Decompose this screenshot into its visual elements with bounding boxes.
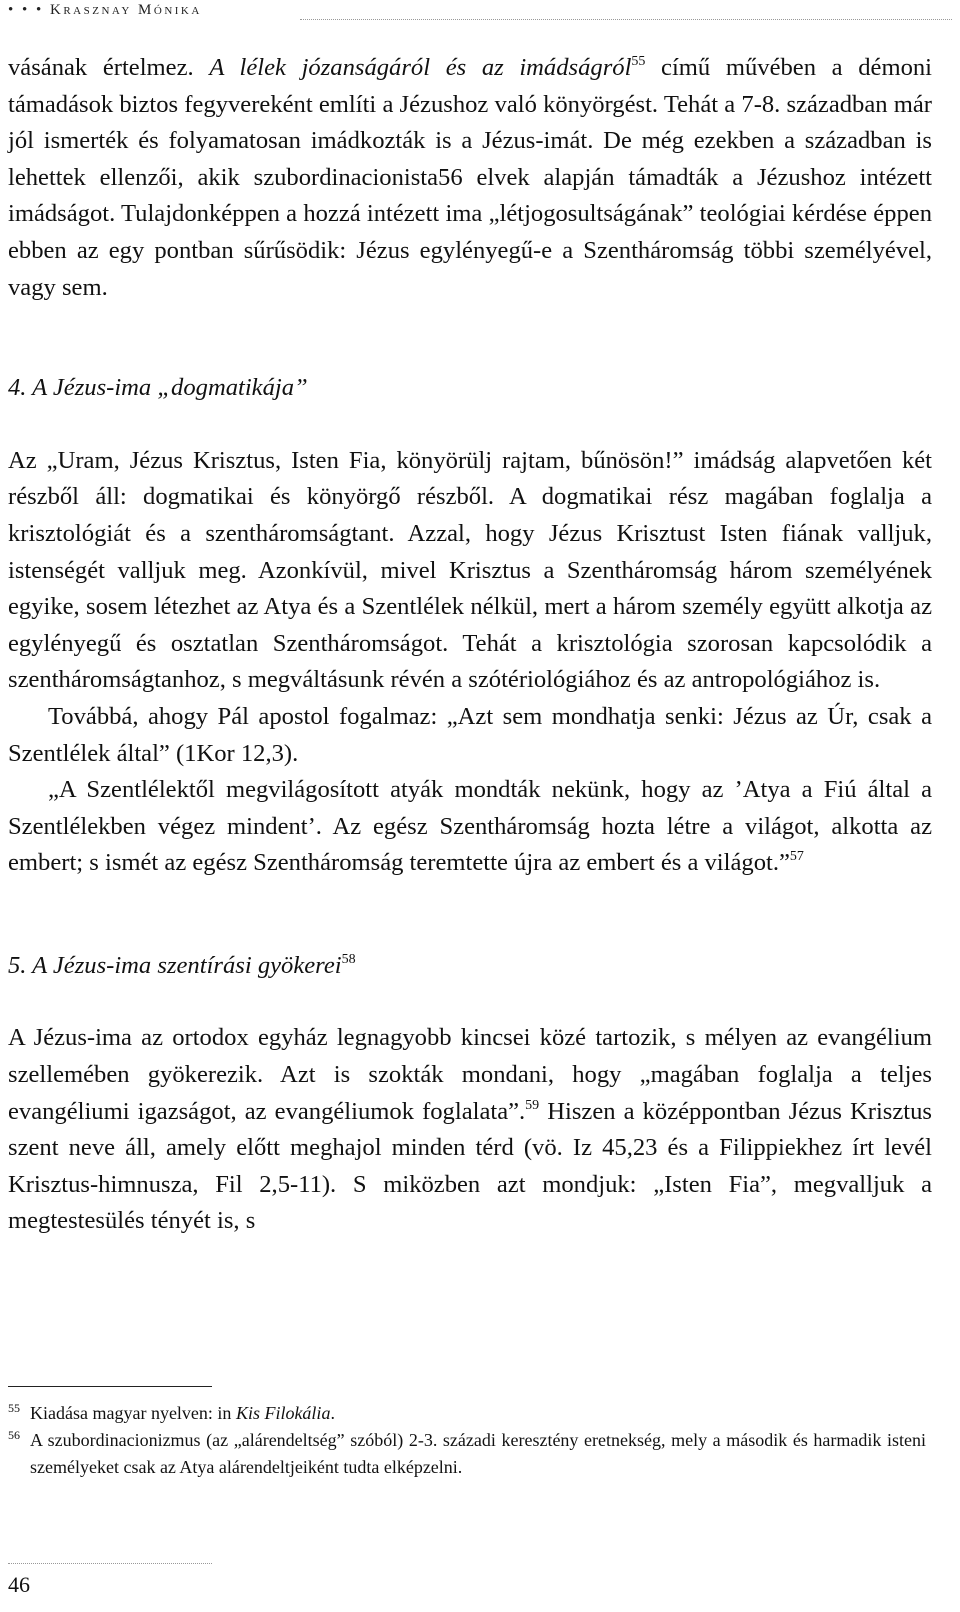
running-header	[8, 0, 952, 24]
section-heading-5	[8, 948, 932, 985]
footnote-separator	[8, 1386, 212, 1387]
paragraph-4	[8, 772, 932, 882]
footnote-ref-59: 59	[525, 1097, 540, 1113]
section-heading-4: 4. A Jézus-ima „dogmatikája”	[8, 374, 308, 402]
footnote-number: 55	[8, 1401, 20, 1415]
footnote-ref-55: 55	[631, 54, 646, 69]
footnote-56	[8, 1427, 926, 1481]
header-bullets: • • •	[8, 2, 44, 18]
paragraph-2: Az „Uram, Jézus Krisztus, Isten Fia, könyörülj rajtam, bűnösön!” imádság alapvetően két részből áll: dogmatikai és könyörgő részből. A dogmatikai rész magában foglalja a krisztológiát és a szentháromságtant. Azzal, hogy Jézus Krisztust Isten fiának valljuk, istenségét valljuk meg. Azonkívül, mivel Krisztus a Szentháromság három személyének egyike, sosem létezhet az Atya és a Szentlélek nélkül, mert a három személy együtt alkotja az egylényegű és osztatlan Szentháromságot. Tehát a krisztológia szorosan kapcsolódik a szentháromságtanhoz, s megváltásunk révén a szótériológiához és az antropológiához is.	[8, 446, 932, 694]
footnotes	[8, 1400, 926, 1481]
p4-text: „A Szentlélektől megvilágosított atyák mondták nekünk, hogy az ’Atya a Fiú által a Szentlélekben végez mindent’. Az egész Szentháromság hozta létre a világot, alkotta az embert; s ismét az egész Szentháromság teremtette újra az embert és a világot.”	[8, 776, 932, 877]
page-number: 46	[8, 1572, 30, 1597]
header-text	[8, 2, 202, 19]
paragraph-3: Továbbá, ahogy Pál apostol fogalmaz: „Azt sem mondhatja senki: Jézus az Úr, csak a Szentlélek által” (1Kor 12,3).	[8, 702, 932, 767]
footnote-end: .	[330, 1403, 335, 1423]
footer-dotted-rule	[8, 1563, 212, 1564]
p5-text-b: Hiszen a középpontban Jézus Krisztus szent neve áll, amely előtt meghajol minden térd (vö. Iz 45,23 és a Filippiekhez írt levél Krisztus-himnusza, Fil 2,5-11). S miközben azt mondjuk: „Isten Fia”, megvalljuk a megtestesülés tényét is, s	[8, 1097, 932, 1235]
footnote-text: A szubordinacionizmus (az „alárendeltség” szóból) 2-3. századi keresztény eretnekség, mely a második és harmadik isteni személyeket csak az Atya alárendeltjeiként tudta elképzelni.	[30, 1430, 926, 1477]
heading-5-text: 5. A Jézus-ima szentírási gyökerei	[8, 951, 342, 979]
main-text	[8, 50, 932, 1240]
work-title: A lélek józanságáról és az imádságról	[209, 54, 632, 81]
running-title: Krasznay Mónika	[50, 2, 202, 18]
footnote-55	[8, 1400, 926, 1427]
footnote-ref-57: 57	[789, 849, 804, 865]
footnote-number: 56	[8, 1428, 20, 1442]
paragraph-5	[8, 1020, 932, 1240]
p5-text-a: A Jézus-ima az ortodox egyház legnagyobb kincsei közé tartozik, s mélyen az evangélium szellemében gyökerezik. Azt is szokták mondani, hogy „magában foglalja a teljes evangéliumi igazságot, az evangéliumok foglalata”.	[8, 1024, 932, 1125]
footnote-book-title: Kis Filokália	[235, 1403, 331, 1423]
header-dotted-rule	[300, 19, 952, 20]
footnote-ref-58: 58	[341, 951, 356, 967]
p1-text-a: vásának értelmez.	[8, 54, 210, 81]
footnote-text: Kiadása magyar nyelven: in	[30, 1403, 236, 1423]
p1-text-b: című művében a démoni támadások biztos fegyvereként említi a Jézushoz való könyörgést. Tehát a 7-8. században már jól ismerték és folyamatosan imádkozták is a Jézus-imát. De még ezekben a században is lehettek ellenzői, akik szubordinacionista56 elvek alapján támadták a Jézushoz intézett imádságot. Tulajdonképpen a hozzá intézett ima „létjogosultságának” teológiai kérdése éppen ebben az egy pontban sűrűsödik: Jézus egylényegű-e a Szentháromság többi személyével, vagy sem.	[8, 54, 932, 301]
paragraph-1	[8, 50, 932, 306]
